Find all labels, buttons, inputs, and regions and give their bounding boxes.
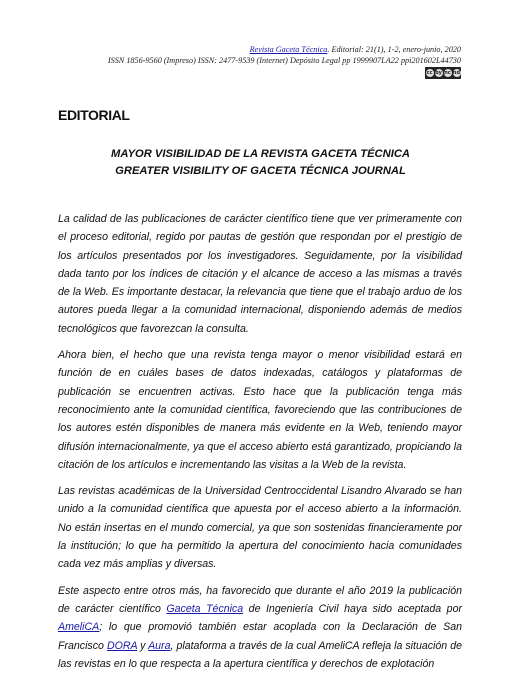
amelica-link[interactable]: AmeliCA	[58, 621, 100, 634]
paragraph-4-text: , plataforma a través de la cual AmeliCA refleja la situación de las revistas en lo que respecta a la apertura científica y derechos de explotación	[58, 639, 462, 670]
paragraph-4-text: y	[137, 639, 149, 652]
by-icon: by	[435, 70, 442, 76]
title-english: GREATER VISIBILITY OF GACETA TÉCNICA JOURNAL	[115, 165, 406, 177]
paragraph-2: Ahora bien, el hecho que una revista tenga mayor o menor visibilidad estará en función de en cuáles bases de datos indexadas, catálogos y plataformas de publicación se encuentren activas. Esto hace que la publicación tenga más reconocimiento ante la comunidad científica, favoreciendo que las contribuciones de los autores estén disponibles de manera más evidente en la Web, teniendo mayor difusión internacionalmente, ya que el acceso abierto está garantizado, propiciando la citación de los artículos e incrementando las visitas a la Web de la revista.	[58, 349, 462, 471]
paragraph-3: Las revistas académicas de la Universidad Centroccidental Lisandro Alvarado se han unido a la comunidad científica que apuesta por el acceso abierto a la información. No están insertas en el mundo comercial, ya que son sostenidas financieramente por la institución; lo que ha permitido la apertura del conocimiento hacia comunidades cada vez más amplias y diversas.	[58, 485, 462, 571]
paragraph-4-text: Este aspecto entre otros más, ha favorecido que durante el año 2019 la publicación de carácter científico	[58, 584, 462, 615]
cc-icon: cc	[426, 70, 433, 76]
article-body	[58, 210, 462, 681]
nd-icon: nd	[452, 70, 461, 76]
citation-line	[108, 44, 461, 55]
section-label: EDITORIAL	[58, 107, 130, 123]
paragraph-1: La calidad de las publicaciones de carácter científico tiene que ver primeramente con el proceso editorial, regido por pautas de gestión que respondan por el prestigio de los artículos presentados por los investigadores. Seguidamente, por la visibilidad dada tanto por los índices de citación y el alcance de acceso a las mismas a través de la Web. Es importante destacar, la relevancia que tiene que el trabajo arduo de los autores pueda llegar a la comunidad internacional, disponiendo además de medios tecnológicos que favorezcan la consulta.	[58, 213, 462, 335]
journal-link[interactable]: Revista Gaceta Técnica	[249, 45, 328, 54]
paragraph-4	[58, 582, 462, 673]
dora-link[interactable]: DORA	[106, 639, 138, 652]
paragraph-4-text: de Ingeniería Civil haya sido aceptada por	[243, 602, 462, 615]
title-spanish: MAYOR VISIBILIDAD DE LA REVISTA GACETA TÉCNICA	[111, 148, 410, 160]
citation-text: . Editorial: 21(1), 1-2, enero-junio, 2020	[327, 45, 461, 54]
running-header	[108, 44, 461, 66]
creative-commons-license-badge[interactable]	[425, 67, 461, 79]
nc-icon: nc	[444, 70, 451, 76]
issn-line: ISSN 1856-9560 (Impreso) ISSN: 2477-9539 (Internet) Depósito Legal pp 1999907LA22 ppi201602L44730	[107, 56, 461, 65]
paragraph-4-text: ; lo que promovió también estar acoplada con la Declaración de San Francisco	[58, 621, 462, 652]
article-titles	[58, 146, 463, 180]
aura-link[interactable]: Aura	[148, 639, 171, 652]
gaceta-tecnica-link[interactable]: Gaceta Técnica	[166, 602, 244, 615]
